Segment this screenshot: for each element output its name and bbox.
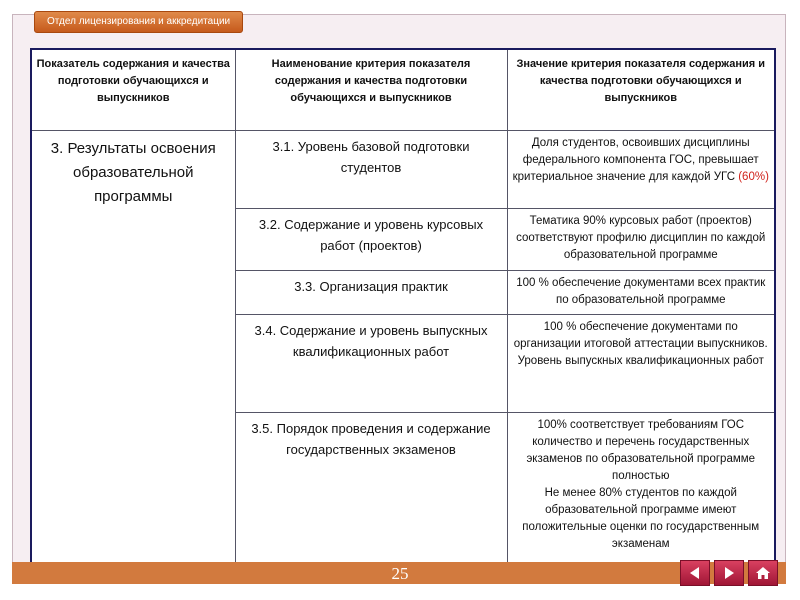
table-row (31, 131, 775, 209)
value-cell: 100 % обеспечение документами всех практик по образовательной программе (507, 271, 775, 315)
indicator-cell: 3. Результаты освоения образовательной программы (31, 131, 235, 564)
value-text: Доля студентов, освоивших дисциплины федерального компонента ГОС, превышает критериальное значение для каждой УГС (512, 137, 759, 183)
department-tab: Отдел лицензирования и аккредитации (34, 11, 243, 33)
value-cell (507, 413, 775, 564)
value-highlight: (60%) (738, 171, 769, 183)
value-line: Не менее 80% студентов по каждой образовательной программе имеют положительные оценки по государственным экзаменам (522, 487, 760, 550)
page-number: 25 (391, 564, 409, 583)
value-line: 100 % обеспечение документами по организации итоговой аттестации выпускников. (513, 321, 768, 350)
criterion-cell: 3.3. Организация практик (235, 271, 507, 315)
column-header-indicator: Показатель содержания и качества подготовки обучающихся и выпускников (31, 49, 235, 131)
criteria-table (30, 48, 776, 564)
value-line: 100% соответствует требованиям ГОС количество и перечень государственных экзаменов по образовательной программе полностью (526, 419, 756, 482)
criterion-cell: 3.4. Содержание и уровень выпускных квалификационных работ (235, 315, 507, 413)
criterion-cell: 3.5. Порядок проведения и содержание государственных экзаменов (235, 413, 507, 564)
home-icon (755, 565, 771, 581)
column-header-value: Значение критерия показателя содержания и качества подготовки обучающихся и выпускников (507, 49, 775, 131)
value-cell (507, 131, 775, 209)
criterion-cell: 3.1. Уровень базовой подготовки студентов (235, 131, 507, 209)
next-slide-button[interactable] (714, 560, 744, 586)
column-header-criterion: Наименование критерия показателя содержания и качества подготовки обучающихся и выпускников (235, 49, 507, 131)
arrow-left-icon (687, 565, 703, 581)
value-cell (507, 315, 775, 413)
criterion-cell: 3.2. Содержание и уровень курсовых работ (проектов) (235, 209, 507, 271)
value-cell: Тематика 90% курсовых работ (проектов) соответствуют профилю дисциплин по каждой образовательной программе (507, 209, 775, 271)
value-line: Уровень выпускных квалификационных работ (517, 355, 764, 367)
arrow-right-icon (721, 565, 737, 581)
table-header-row (31, 49, 775, 131)
previous-slide-button[interactable] (680, 560, 710, 586)
home-button[interactable] (748, 560, 778, 586)
